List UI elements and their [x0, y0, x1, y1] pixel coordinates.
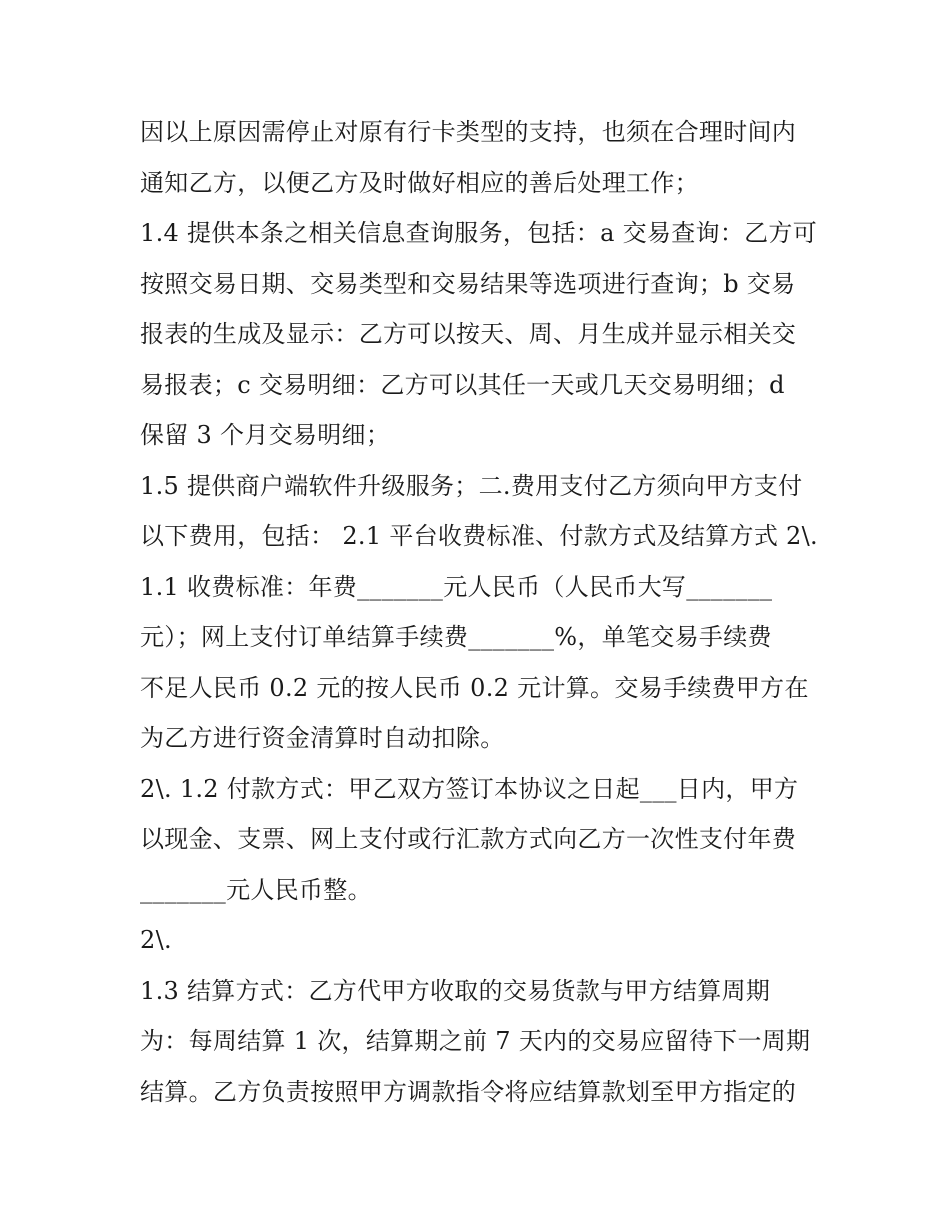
- text-line: 不足人民币 0.2 元的按人民币 0.2 元计算。交易手续费甲方在: [140, 673, 809, 702]
- text-line: 为乙方进行资金清算时自动扣除。: [140, 724, 505, 752]
- text-line: 1.5 提供商户端软件升级服务；二.费用支付乙方须向甲方支付: [140, 471, 803, 500]
- text-line: 元）；网上支付订单结算手续费_______%，单笔交易手续费: [140, 623, 772, 651]
- document-body: [140, 107, 840, 1117]
- text-line: 因以上原因需停止对原有行卡类型的支持，也须在合理时间内: [140, 118, 797, 146]
- text-line: 2\. 1.2 付款方式：甲乙双方签订本协议之日起___日内，甲方: [140, 774, 799, 803]
- text-line: 报表的生成及显示：乙方可以按天、周、月生成并显示相关交: [140, 320, 797, 348]
- text-line: 保留 3 个月交易明细；: [140, 421, 391, 449]
- text-line: 以现金、支票、网上支付或行汇款方式向乙方一次性支付年费: [140, 825, 797, 853]
- text-line: 1.3 结算方式：乙方代甲方收取的交易货款与甲方结算周期: [140, 976, 771, 1005]
- text-line: 以下费用，包括： 2.1 平台收费标准、付款方式及结算方式 2\.: [140, 522, 818, 550]
- text-line: 通知乙方，以便乙方及时做好相应的善后处理工作；: [140, 168, 699, 197]
- text-line: 易报表；c 交易明细：乙方可以其任一天或几天交易明细；d: [140, 370, 785, 399]
- text-line: _______元人民币整。: [140, 875, 372, 904]
- text-line: 2\.: [140, 926, 172, 954]
- text-line: 结算。乙方负责按照甲方调款指令将应结算款划至甲方指定的: [140, 1077, 797, 1106]
- text-line: 1.4 提供本条之相关信息查询服务，包括：a 交易查询：乙方可: [140, 219, 818, 247]
- text-line: 按照交易日期、交易类型和交易结果等选项进行查询；b 交易: [140, 269, 796, 298]
- text-line: 1.1 收费标准：年费_______元人民币（人民币大写_______: [140, 572, 773, 601]
- text-line: 为：每周结算 1 次，结算期之前 7 天内的交易应留待下一周期: [140, 1027, 811, 1055]
